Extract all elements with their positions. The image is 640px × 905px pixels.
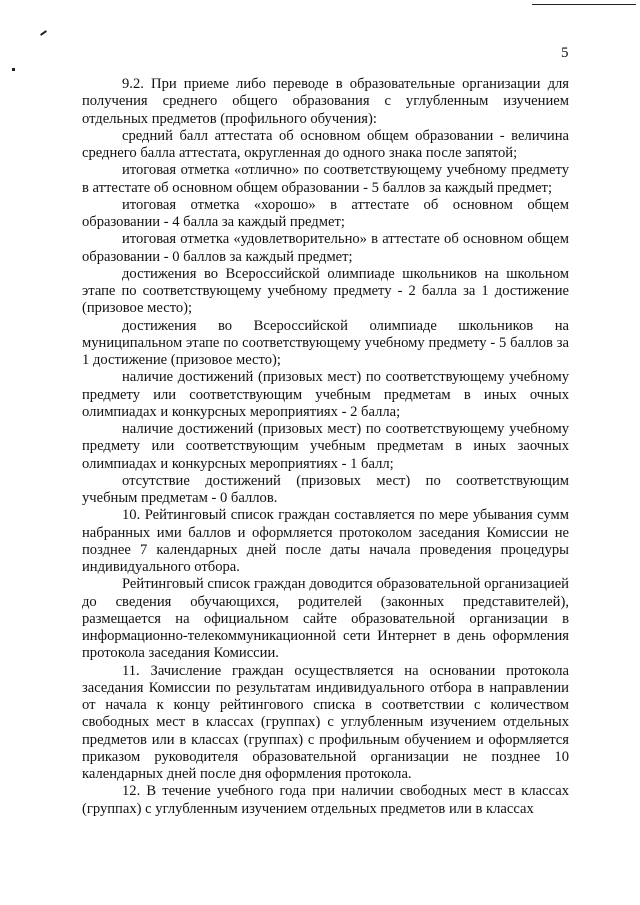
paragraph-olympiad-school: достижения во Всероссийской олимпиаде школьников на школьном этапе по соответствующему учебному предмету - 2 балла за 1 достижение (призовое место); bbox=[82, 265, 569, 317]
paragraph-no-achievements: отсутствие достижений (призовых мест) по соответствующим учебным предметам - 0 баллов. bbox=[82, 472, 569, 506]
paragraph-10: 10. Рейтинговый список граждан составляется по мере убывания сумм набранных ими баллов и оформляется протоколом заседания Комиссии не позднее 7 календарных дней после даты начала проведения процедуры индивидуального отбора. bbox=[82, 507, 569, 575]
paragraph-11: 11. Зачисление граждан осуществляется на основании протокола заседания Комиссии по результатам индивидуального отбора в направлении от начала к концу рейтингового списка в соответствии с количеством свободных мест в классах (группах) с углубленным изучением отдельных предметов или в классах (группах) с профильным обучением и оформляется приказом руководителя образовательной организации не позднее 10 календарных дней после дня оформления протокола. bbox=[82, 662, 569, 782]
paragraph-olympiad-municipal: достижения во Всероссийской олимпиаде школьников на муниципальном этапе по соответствующему учебному предмету - 5 баллов за 1 достижение (призовое место); bbox=[82, 317, 569, 368]
paragraph-grade-excellent: итоговая отметка «отлично» по соответствующему учебному предмету в аттестате об основном общем образовании - 5 баллов за каждый предмет; bbox=[82, 162, 569, 196]
scan-dot bbox=[12, 68, 15, 71]
paragraph-grade-satisfactory: итоговая отметка «удовлетворительно» в аттестате об основном общем образовании - 0 баллов за каждый предмет; bbox=[82, 231, 569, 265]
paragraph-12: 12. В течение учебного года при наличии свободных мест в классах (группах) с углубленным изучением отдельных предметов или в классах bbox=[82, 783, 569, 817]
paragraph-9-2: 9.2. При приеме либо переводе в образовательные организации для получения среднего общего образования с углубленным изучением отдельных предметов (профильного обучения): bbox=[82, 76, 569, 127]
paragraph-correspondence-olympiads: наличие достижений (призовых мест) по соответствующему учебному предмету или соответствующим учебным предметам в иных заочных олимпиадах и конкурсных мероприятиях - 1 балл; bbox=[82, 421, 569, 472]
document-body bbox=[82, 76, 569, 818]
paragraph-rating-list: Рейтинговый список граждан доводится образовательной организацией до сведения обучающихся, родителей (законных представителей), размещается на официальном сайте образовательной организации в информационно-телекоммуникационной сети Интернет в день оформления протокола заседания Комиссии. bbox=[82, 576, 569, 662]
paragraph-average-score: средний балл аттестата об основном общем образовании - величина среднего балла аттестата, округленная до одного знака после запятой; bbox=[82, 127, 569, 161]
scan-mark bbox=[40, 30, 47, 36]
paragraph-fulltime-olympiads: наличие достижений (призовых мест) по соответствующему учебному предмету или соответствующим учебным предметам в иных очных олимпиадах и конкурсных мероприятиях - 2 балла; bbox=[82, 369, 569, 420]
paragraph-grade-good: итоговая отметка «хорошо» в аттестате об основном общем образовании - 4 балла за каждый предмет; bbox=[82, 196, 569, 230]
page-number: 5 bbox=[561, 45, 569, 61]
top-rule bbox=[532, 4, 636, 5]
